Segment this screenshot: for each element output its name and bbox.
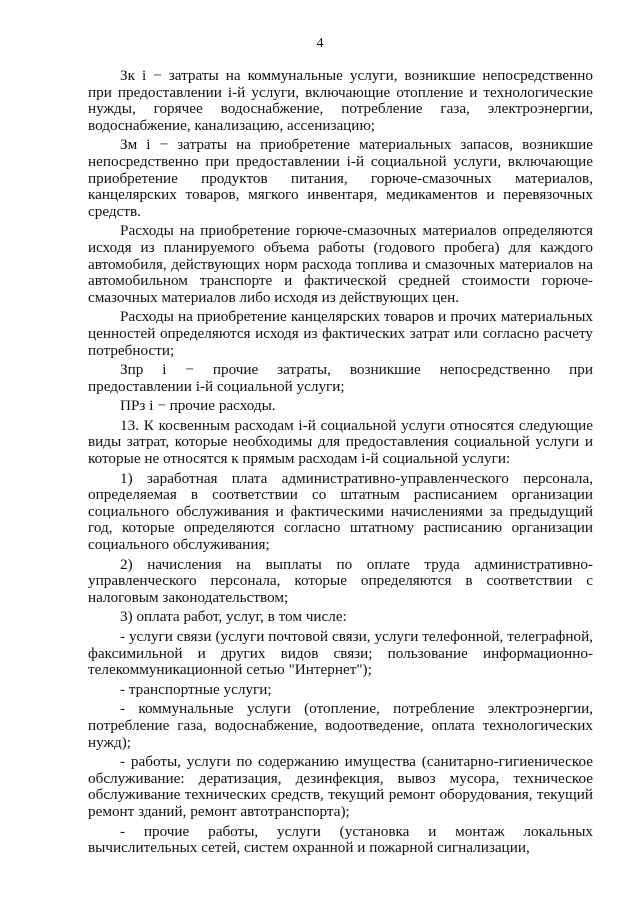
paragraph-other-expenses: ПРз i − прочие расходы.	[120, 397, 276, 415]
paragraph-indirect-expenses: 13. К косвенным расходам i-й социальной услуги относятся следующие виды затрат, которые необходимы для предоставления социальной услуги и которые не относятся к прямым расходам i-й социальной услуги:	[88, 416, 593, 468]
list-item-transport: - транспортные услуги;	[120, 680, 272, 698]
list-item-salary: 1) заработная плата административно-управленческого персонала, определяемая в соответствии со штатным расписанием организации социального обслуживания и фактическими начислениями за предыдущий год, которые определяются согласно штатному расписанию организации социального обслуживания;	[88, 469, 593, 554]
list-item-other-works: - прочие работы, услуги (установка и монтаж локальных вычислительных сетей, систем охранной и пожарной сигнализации,	[88, 822, 593, 857]
list-item-maintenance: - работы, услуги по содержанию имущества (санитарно-гигиеническое обслуживание: дератизация, дезинфекция, вывоз мусора, техническое обслуживание технических средств, текущий ремонт оборудования, текущий ремонт зданий, ремонт автотранспорта);	[88, 753, 593, 820]
list-item-communication: - услуги связи (услуги почтовой связи, услуги телефонной, телеграфной, факсимильной и других видов связи; пользование информационно-телекоммуникационной сетью "Интернет");	[88, 628, 593, 679]
paragraph-utility-costs: Зк i − затраты на коммунальные услуги, возникшие непосредственно при предоставлении i-й услуги, включающие отопление и технологические нужды, горячее водоснабжение, потребление газа, электроэнергии, водоснабжение, канализацию, ассенизацию;	[88, 67, 593, 134]
list-item-services-payment: 3) оплата работ, услуг, в том числе:	[120, 608, 347, 626]
paragraph-other-costs: Зпр i − прочие затраты, возникшие непосредственно при предоставлении i-й социальной услуги;	[88, 361, 593, 395]
paragraph-stationery-expenses: Расходы на приобретение канцелярских товаров и прочих материальных ценностей определяются исходя из фактических затрат или согласно расчету потребности;	[88, 308, 593, 359]
page-number: 4	[316, 36, 324, 51]
list-item-utilities: - коммунальные услуги (отопление, потребление электроэнергии, потребление газа, водоснабжение, водоотведение, оплата технологических нужд);	[88, 700, 593, 751]
list-item-payroll-charges: 2) начисления на выплаты по оплате труда административно-управленческого персонала, которые определяются в соответствии с налоговым законодательством;	[88, 555, 593, 606]
document-body	[88, 68, 593, 860]
paragraph-material-costs: Зм i − затраты на приобретение материальных запасов, возникшие непосредственно при предоставлении i-й социальной услуги, включающие приобретение продуктов питания, горюче-смазочных материалов, канцелярских товаров, мягкого инвентаря, медикаментов и перевязочных средств.	[88, 136, 593, 220]
paragraph-fuel-expenses: Расходы на приобретение горюче-смазочных материалов определяются исходя из планируемого объема работы (годового пробега) для каждого автомобиля, действующих норм расхода топлива и смазочных материалов на автомобильном транспорте и фактической средней стоимости горюче-смазочных материалов либо исходя из действующих цен.	[88, 222, 593, 306]
